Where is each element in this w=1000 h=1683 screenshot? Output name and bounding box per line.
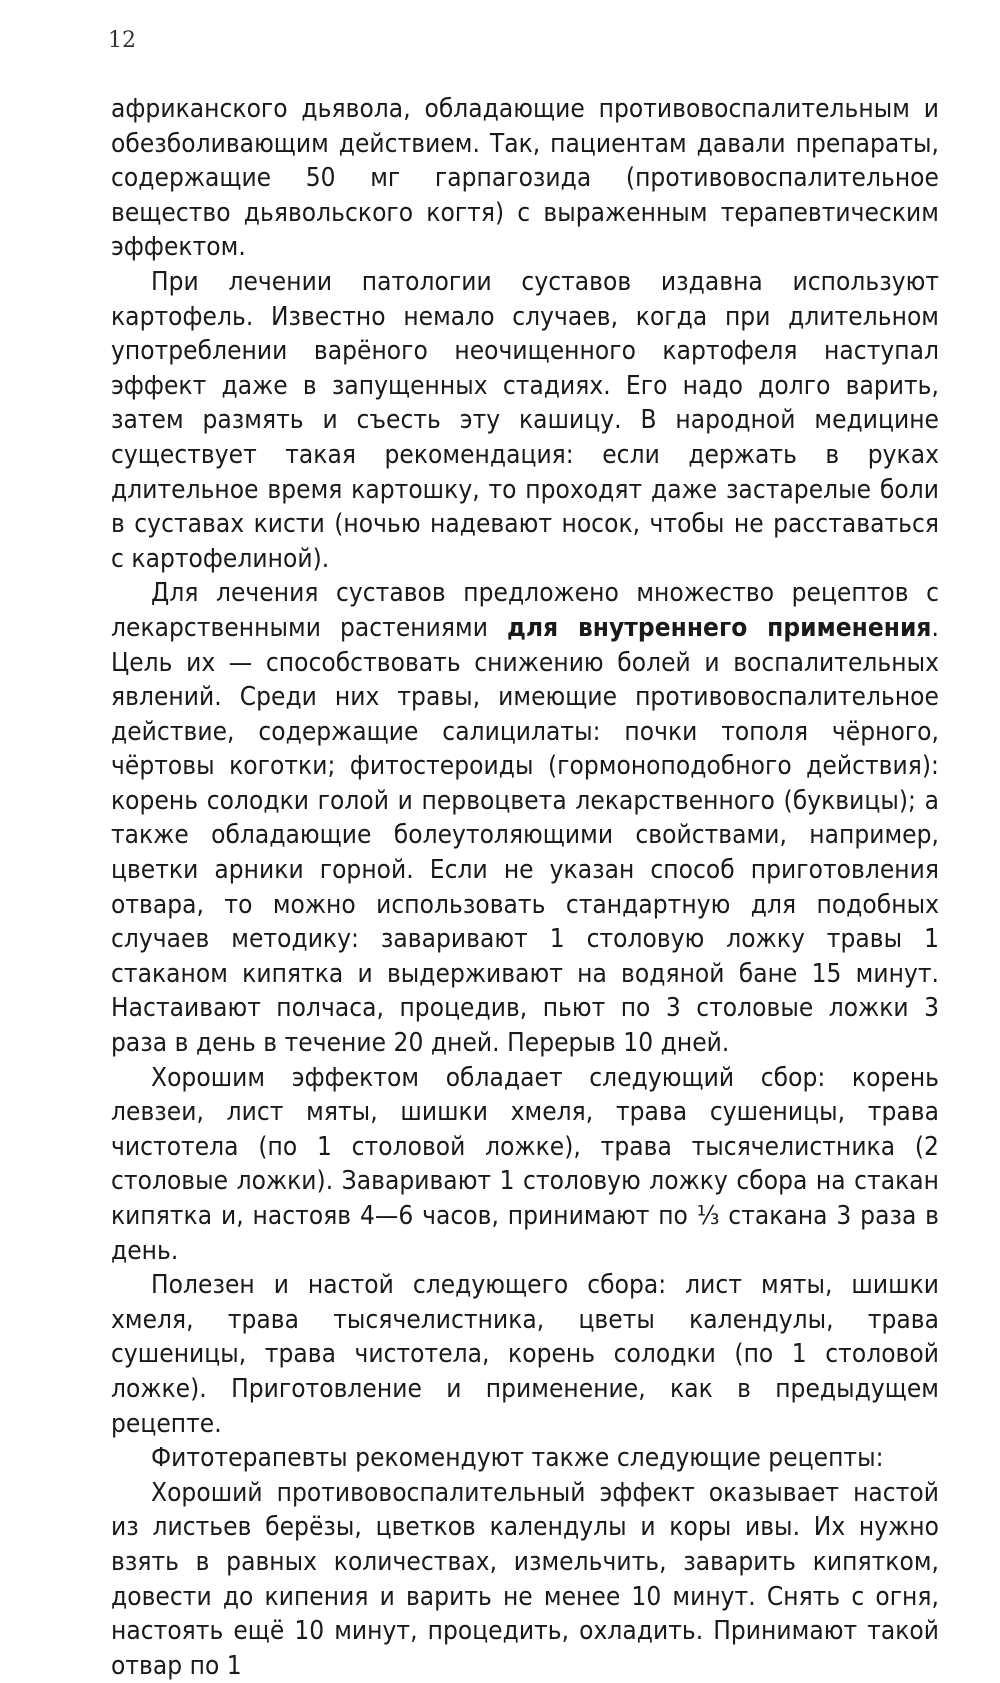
body-text (111, 92, 939, 1683)
paragraph-7: Хороший противовоспалительный эффект оказывает настой из листьев берёзы, цветков календулы и коры ивы. Их нужно взять в равных количествах, измельчить, заварить кипятком, довести до кипения и варить не менее 10 минут. Снять с огня, настоять ещё 10 минут, процедить, охладить. Принимают такой отвар по 1 (111, 1477, 939, 1681)
paragraph-3 (111, 576, 939, 1060)
paragraph-5: Полезен и настой следующего сбора: лист мяты, шишки хмеля, трава тысячелистника, цветы календулы, трава сушеницы, трава чистотела, корень солодки (по 1 столовой ложке). Приготовление и применение, как в предыдущем рецепте. (111, 1270, 939, 1439)
paragraph-1: африканского дьявола, обладающие противовоспалительным и обезболивающим действием. Так, пациентам давали препараты, содержащие 50 мг гарпагозида (противовоспалительное вещество дьявольского когтя) с выраженным терапевтическим эффектом. (111, 94, 939, 263)
page-number: 12 (108, 28, 136, 53)
paragraph-3-bold-phrase: для внутреннего применения (507, 612, 932, 643)
paragraph-6: Фитотерапевты рекомендуют также следующие рецепты: (151, 1443, 884, 1474)
paragraph-2: При лечении патологии суставов издавна используют картофель. Известно немало случаев, когда при длительном употреблении варёного неочищенного картофеля наступал эффект даже в запущенных стадиях. Его надо долго варить, затем размять и съесть эту кашицу. В народной медицине существует такая рекомендация: если держать в руках длительное время картошку, то проходят даже застарелые боли в суставах кисти (ночью надевают носок, чтобы не расставаться с картофелиной). (111, 266, 939, 574)
paragraph-3-text-after: . Цель их — способствовать снижению болей и воспалительных явлений. Среди них травы, имеющие противовоспалительное действие, содержащие салицилаты: почки тополя чёрного, чёртовы коготки; фитостероиды (гормоноподобного действия): корень солодки голой и первоцвета лекарственного (буквицы); а также обладающие болеутоляющими свойствами, например, цветки арники горной. Если не указан способ приготовления отвара, то можно использовать стандартную для подобных случаев методику: заваривают 1 столовую ложку травы 1 стаканом кипятка и выдерживают на водяной бане 15 минут. Настаивают полчаса, процедив, пьют по 3 столовые ложки 3 раза в день в течение 20 дней. Перерыв 10 дней. (111, 612, 939, 1059)
paragraph-3-text-before: Для лечения суставов предложено множество рецептов с лекарственными растениями (111, 578, 939, 643)
paragraph-4: Хорошим эффектом обладает следующий сбор: корень левзеи, лист мяты, шишки хмеля, трава сушеницы, трава чистотела (по 1 столовой ложке), трава тысячелистника (2 столовые ложки). Заваривают 1 столовую ложку сбора на стакан кипятка и, настояв 4—6 часов, принимают по ⅓ стакана 3 раза в день. (111, 1062, 939, 1266)
